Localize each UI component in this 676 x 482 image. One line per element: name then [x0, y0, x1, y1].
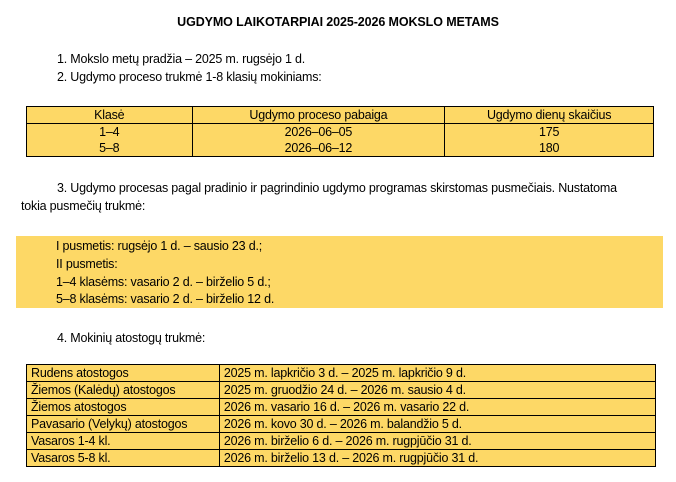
- table-row: [27, 450, 656, 467]
- table-row: [27, 433, 656, 450]
- table-row: [27, 399, 656, 416]
- document-title: UGDYMO LAIKOTARPIAI 2025-2026 MOKSLO METAMS: [177, 15, 499, 29]
- header-cell: Ugdymo dienų skaičius: [445, 107, 654, 124]
- holiday-dates: 2026 m. birželio 13 d. – 2026 m. rugpjūčio 31 d.: [219, 450, 655, 467]
- holiday-name: Žiemos atostogos: [27, 399, 220, 416]
- table-row: [27, 124, 654, 141]
- item-holidays: 4. Mokinių atostogų trukmė:: [57, 331, 206, 345]
- holiday-dates: 2025 m. lapkričio 3 d. – 2025 m. lapkričio 9 d.: [219, 365, 655, 382]
- table-cell: 5–8: [27, 140, 193, 157]
- item-school-year-start: 1. Mokslo metų pradžia – 2025 m. rugsėjo 1 d.: [57, 52, 306, 66]
- holiday-dates: 2026 m. vasario 16 d. – 2026 m. vasario 22 d.: [219, 399, 655, 416]
- table-row: [27, 382, 656, 399]
- table-cell: 175: [445, 124, 654, 141]
- table-cell: 180: [445, 140, 654, 157]
- holiday-dates: 2025 m. gruodžio 24 d. – 2026 m. sausio 4 d.: [219, 382, 655, 399]
- holiday-name: Vasaros 1-4 kl.: [27, 433, 220, 450]
- table-cell: 1–4: [27, 124, 193, 141]
- header-cell: Klasė: [27, 107, 193, 124]
- holidays-table: [26, 364, 656, 467]
- semester-line: 5–8 klasėms: vasario 2 d. – birželio 12 d.: [56, 292, 275, 306]
- holiday-name: Rudens atostogos: [27, 365, 220, 382]
- holiday-name: Pavasario (Velykų) atostogos: [27, 416, 220, 433]
- table-cell: 2026–06–05: [192, 124, 445, 141]
- item-process-duration: 2. Ugdymo proceso trukmė 1-8 klasių mokiniams:: [57, 70, 322, 84]
- semester-line: II pusmetis:: [56, 257, 118, 271]
- semester-line: 1–4 klasėms: vasario 2 d. – birželio 5 d.;: [56, 275, 271, 289]
- item-semesters-intro-cont: tokia pusmečių trukmė:: [21, 199, 146, 213]
- process-table: [26, 106, 654, 157]
- semester-line: I pusmetis: rugsėjo 1 d. – sausio 23 d.;: [56, 239, 263, 253]
- table-row: [27, 416, 656, 433]
- semester-box: [16, 236, 663, 308]
- holiday-name: Žiemos (Kalėdų) atostogos: [27, 382, 220, 399]
- table-header-row: [27, 107, 654, 124]
- holiday-dates: 2026 m. birželio 6 d. – 2026 m. rugpjūčio 31 d.: [219, 433, 655, 450]
- table-row: [27, 140, 654, 157]
- item-semesters-intro: 3. Ugdymo procesas pagal pradinio ir pagrindinio ugdymo programas skirstomas pusmečiais. Nustatoma: [57, 181, 617, 195]
- table-cell: 2026–06–12: [192, 140, 445, 157]
- table-row: [27, 365, 656, 382]
- header-cell: Ugdymo proceso pabaiga: [192, 107, 445, 124]
- holiday-name: Vasaros 5-8 kl.: [27, 450, 220, 467]
- holiday-dates: 2026 m. kovo 30 d. – 2026 m. balandžio 5 d.: [219, 416, 655, 433]
